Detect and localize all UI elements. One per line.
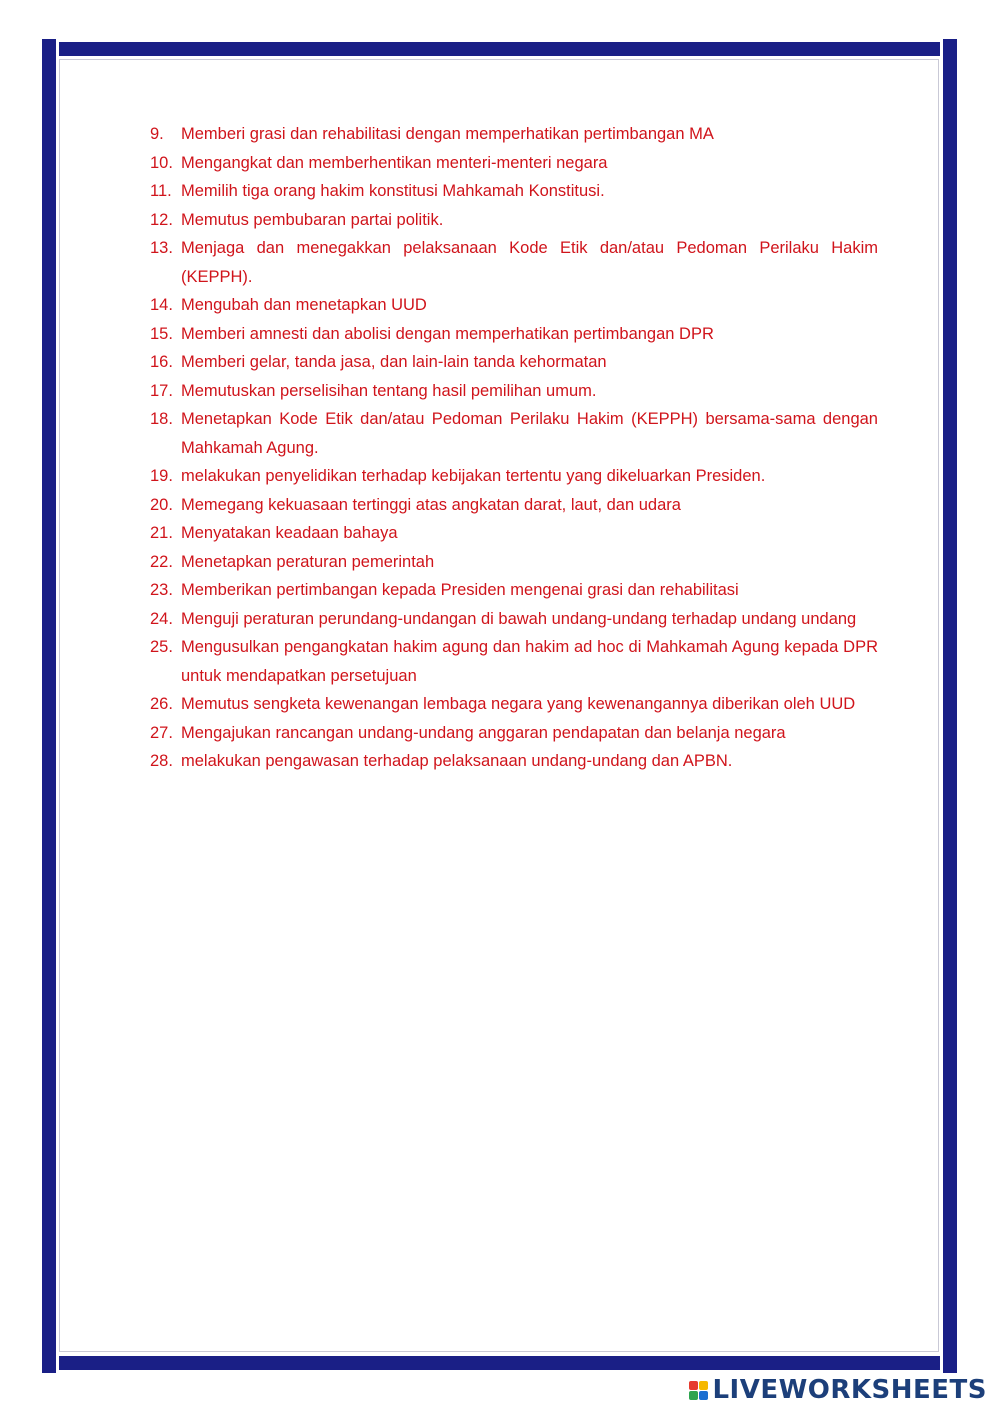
item-text: Memutus pembubaran partai politik.	[181, 210, 444, 229]
item-number: 23.	[150, 581, 173, 599]
list-item	[150, 320, 878, 349]
item-text: Menetapkan peraturan pemerintah	[181, 552, 435, 571]
item-number: 11.	[150, 182, 172, 200]
item-number: 21.	[150, 524, 173, 542]
item-number: 12.	[150, 210, 173, 229]
list-item	[150, 576, 878, 605]
list-item	[150, 548, 878, 577]
list-item	[150, 633, 878, 690]
page-border-top	[39, 39, 960, 59]
item-number: 9.	[150, 125, 164, 143]
list-item	[150, 491, 878, 520]
item-text: Menetapkan Kode Etik dan/atau Pedoman Perilaku Hakim (KEPPH) bersama-sama dengan Mahkamah Agung.	[181, 410, 878, 457]
list-item	[150, 149, 878, 178]
item-text: Memberi gelar, tanda jasa, dan lain-lain tanda kehormatan	[181, 353, 607, 371]
list-item	[150, 747, 878, 776]
item-number: 13.	[150, 239, 173, 257]
item-number: 15.	[150, 324, 173, 343]
item-number: 20.	[150, 495, 173, 514]
list-item	[150, 719, 878, 748]
list-item	[150, 519, 878, 548]
item-text: melakukan penyelidikan terhadap kebijakan tertentu yang dikeluarkan Presiden.	[181, 467, 766, 485]
item-text: Memilih tiga orang hakim konstitusi Mahkamah Konstitusi.	[181, 182, 605, 200]
list-item	[150, 377, 878, 406]
liveworksheets-logo-icon	[689, 1381, 708, 1400]
list-item	[150, 462, 878, 491]
item-number: 27.	[150, 723, 173, 742]
item-number: 26.	[150, 695, 173, 713]
item-number: 25.	[150, 638, 173, 656]
liveworksheets-logo[interactable]	[689, 1375, 987, 1405]
item-text: Memberi grasi dan rehabilitasi dengan memperhatikan pertimbangan MA	[181, 125, 714, 143]
item-text: Mengusulkan pengangkatan hakim agung dan hakim ad hoc di Mahkamah Agung kepada DPR untuk mendapatkan persetujuan	[181, 638, 878, 685]
item-text: Mengangkat dan memberhentikan menteri-menteri negara	[181, 153, 608, 172]
list-item	[150, 605, 878, 634]
list-item	[150, 405, 878, 462]
item-number: 19.	[150, 467, 173, 485]
list-item	[150, 291, 878, 320]
item-text: Menjaga dan menegakkan pelaksanaan Kode Etik dan/atau Pedoman Perilaku Hakim (KEPPH).	[181, 239, 878, 286]
list-item	[150, 206, 878, 235]
item-number: 16.	[150, 353, 173, 371]
list-item	[150, 690, 878, 719]
item-text: Menguji peraturan perundang-undangan di bawah undang-undang terhadap undang undang	[181, 609, 857, 628]
item-number: 14.	[150, 296, 173, 314]
item-text: Memberi amnesti dan abolisi dengan memperhatikan pertimbangan DPR	[181, 324, 714, 343]
item-text: Mengajukan rancangan undang-undang anggaran pendapatan dan belanja negara	[181, 723, 786, 742]
list-item	[150, 120, 878, 149]
item-text: Memutus sengketa kewenangan lembaga negara yang kewenangannya diberikan oleh UUD	[181, 695, 856, 713]
list-item	[150, 234, 878, 291]
item-number: 22.	[150, 552, 173, 571]
list-item	[150, 177, 878, 206]
page-border-right	[940, 39, 960, 1373]
list-item	[150, 348, 878, 377]
item-text: Memutuskan perselisihan tentang hasil pemilihan umum.	[181, 381, 597, 400]
item-text: Memberikan pertimbangan kepada Presiden mengenai grasi dan rehabilitasi	[181, 581, 739, 599]
page-border-bottom	[39, 1353, 960, 1373]
item-number: 10.	[150, 153, 173, 172]
page-border-left	[39, 39, 59, 1373]
item-text: Mengubah dan menetapkan UUD	[181, 296, 427, 314]
item-text: Memegang kekuasaan tertinggi atas angkatan darat, laut, dan udara	[181, 495, 681, 514]
item-number: 18.	[150, 410, 173, 428]
item-text: Menyatakan keadaan bahaya	[181, 524, 398, 542]
duties-list	[150, 120, 878, 776]
item-number: 24.	[150, 609, 173, 628]
logo-text: LIVEWORKSHEETS	[712, 1375, 987, 1405]
item-text: melakukan pengawasan terhadap pelaksanaan undang-undang dan APBN.	[181, 752, 733, 770]
item-number: 28.	[150, 752, 173, 770]
item-number: 17.	[150, 381, 173, 400]
